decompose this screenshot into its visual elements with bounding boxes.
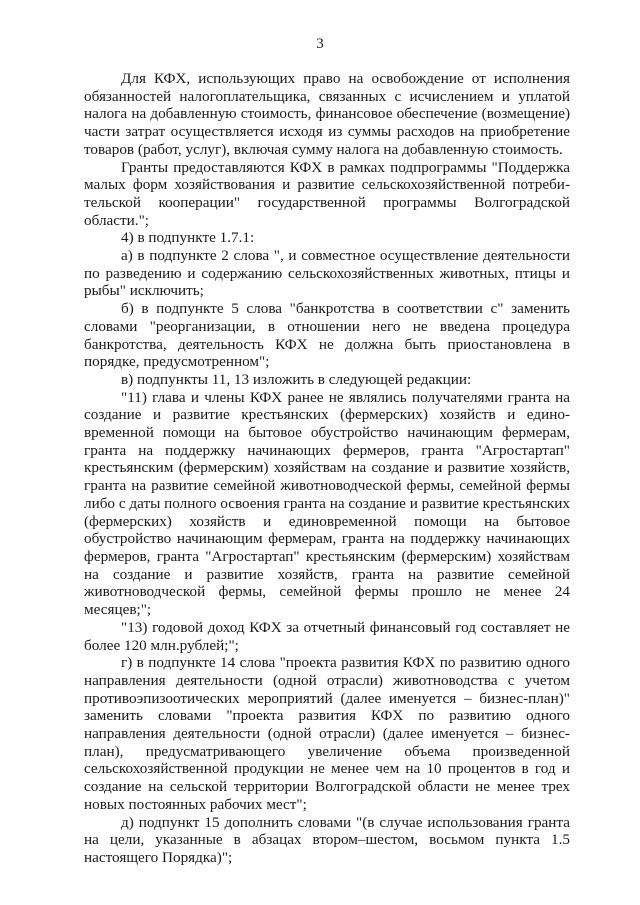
document-body [84,70,570,867]
paragraph-item-4d: д) подпункт 15 дополнить словами "(в случае использования гранта на цели, указанные в абзацах втором–шестом, восьмом пункта 1.5 настоящего Порядка)"; [84,813,570,866]
paragraph-item-4b: б) в подпункте 5 слова "банкротства в соответствии с" заменить словами "реорганизации, в отношении него не введена процедура банкротства, деятельность КФХ не должна быть приостановлена в порядке, предусмотренном"; [84,300,570,371]
paragraph-grants-subprogram: Гранты предоставляются КФХ в рамках подпрограммы "Поддержка малых форм хозяйствования и развитие сельскохозяйственной потребительской кооперации" государственной программы Волгоградской области."; [84,158,570,229]
paragraph-subitem-13: "13) годовой доход КФХ за отчетный финансовый год составляет не более 120 млн.рублей;"; [84,618,570,654]
paragraph-vat-exemption: Для КФХ, использующих право на освобождение от исполнения обязанностей налогоплательщика, связанных с исчислением и уплатой налога на добавленную стоимость, финансовое обеспечение (возмещение) части затрат осуществляется исходя из суммы расходов на приобретение товаров (работ, услуг), включая сумму налога на добавленную стоимость. [84,70,570,158]
paragraph-item-4v: в) подпункты 11, 13 изложить в следующей редакции: [121,370,472,388]
paragraph-subitem-11: "11) глава и члены КФХ ранее не являлись получателями гранта на создание и развитие крестьянских (фермерских) хозяйств и единовременной помощи на бытовое обустройство начинающим фермерам, гранта на поддержку начинающих фермеров, гранта "Агростартап" крестьянским (фермерским) хозяйствам на создание и развитие хозяйств, гранта на развитие семейной животноводческой фермы, семейной фермы либо с даты полного освоения гранта на создание и развитие крестьянских (фермерских) хозяйств и единовременной помощи на бытовое обустройство начинающим фермерам, гранта на поддержку начинающих фермеров, гранта "Агростартап" крестьянским (фермерским) хозяйствам на создание и развитие хозяйств, гранта на развитие семейной животноводческой фермы, семейной фермы прошло не менее 24 месяцев;"; [84,388,570,619]
page-number: 3 [316,36,324,52]
paragraph-item-4a: а) в подпункте 2 слова ", и совместное осуществление деятельности по разведению и содержанию сельскохозяйственных животных, птицы и рыбы" исключить; [84,247,570,300]
paragraph-item-4: 4) в подпункте 1.7.1: [121,229,255,247]
paragraph-item-4g: г) в подпункте 14 слова "проекта развития КФХ по развитию одного направления деятельности (одной отрасли) животноводства с учетом противоэпизоотических мероприятий (далее именуется – бизнес-план)" заменить словами "проекта развития КФХ по развитию одного направления деятельности (одной отрасли) (далее именуется – бизнес-план), предусматривающего увеличение объема произведенной сельскохозяйственной продукции не менее чем на 10 процентов в год и создание на сельской территории Волгоградской области не менее трех новых постоянных рабочих мест"; [84,654,570,813]
